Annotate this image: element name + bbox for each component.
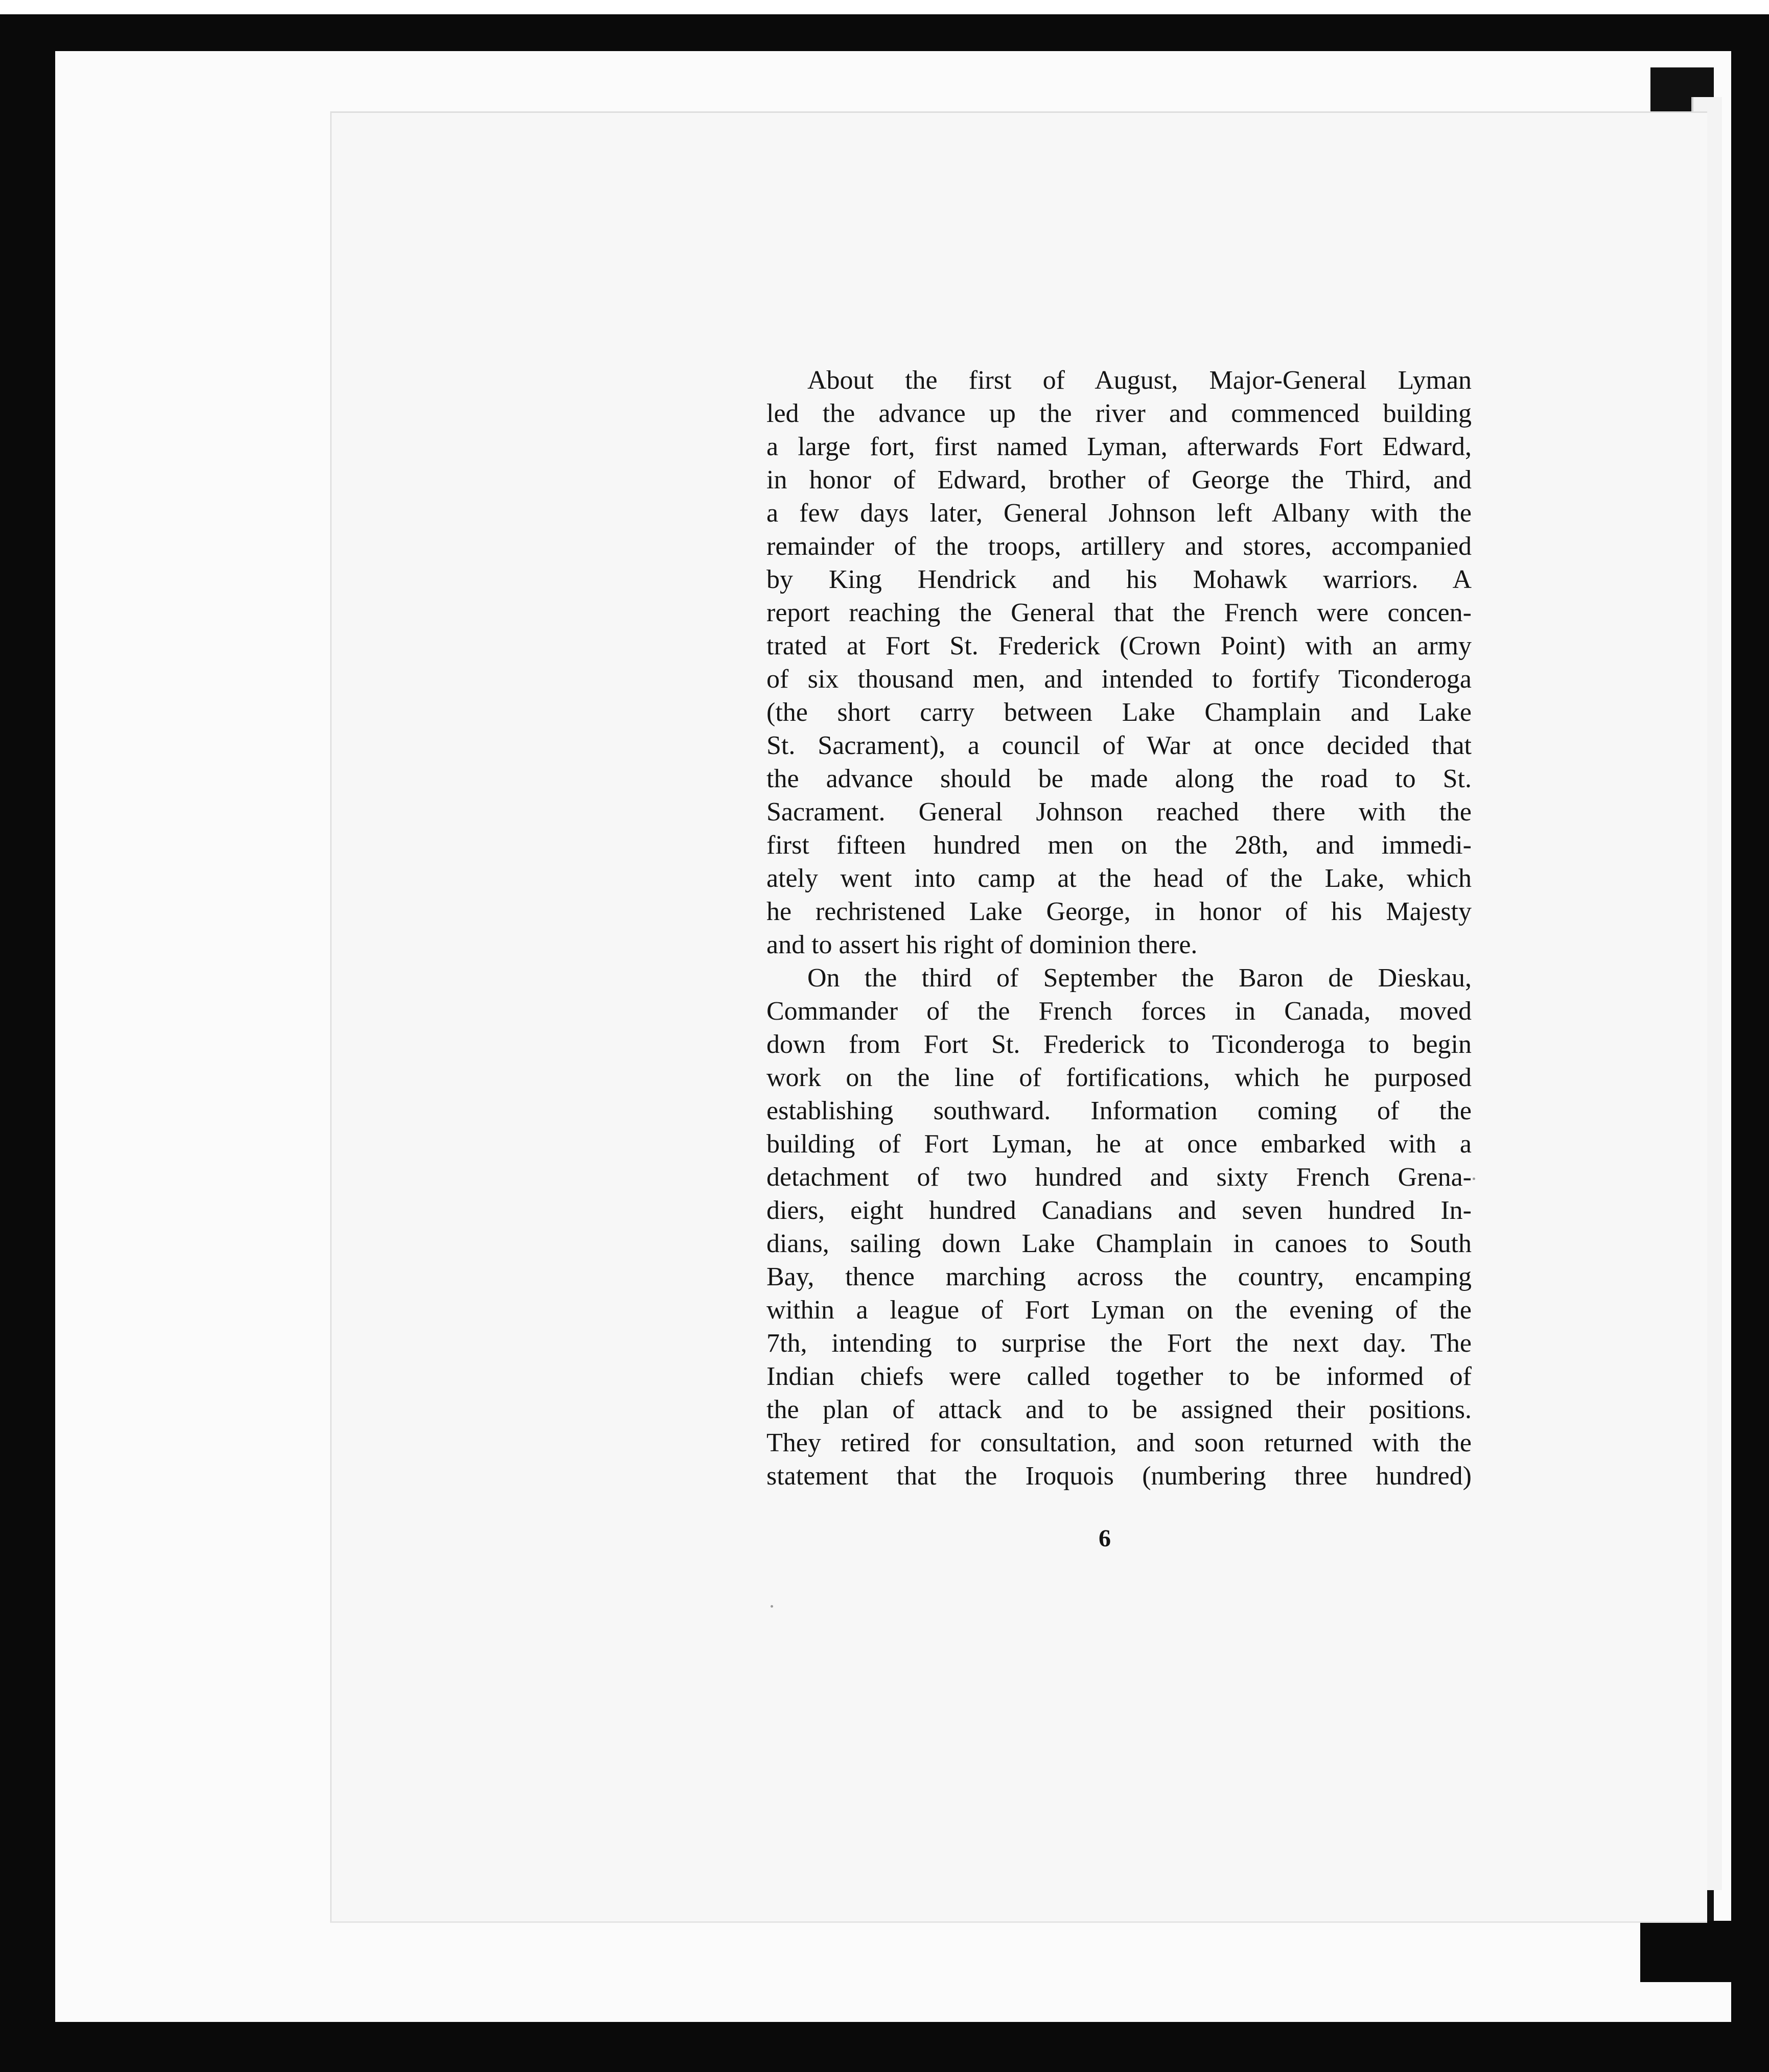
text-line: report reaching the General that the French were concen- bbox=[766, 598, 1472, 627]
text-line: and to assert his right of dominion there. bbox=[766, 930, 1198, 959]
text-line: diers, eight hundred Canadians and seven hundred In- bbox=[766, 1196, 1472, 1225]
text-line: Bay, thence marching across the country, encamping bbox=[766, 1262, 1472, 1291]
paragraph bbox=[766, 961, 1472, 1493]
text-line: a few days later, General Johnson left Albany with the bbox=[766, 499, 1472, 528]
page-number: 6 bbox=[1099, 1525, 1111, 1552]
text-line: building of Fort Lyman, he at once embarked with a bbox=[766, 1129, 1472, 1159]
text-line: by King Hendrick and his Mohawk warriors. A bbox=[766, 565, 1472, 594]
text-line: led the advance up the river and commenced building bbox=[766, 399, 1472, 428]
text-line: Commander of the French forces in Canada, moved bbox=[766, 997, 1472, 1026]
text-line: ately went into camp at the head of the Lake, which bbox=[766, 864, 1472, 893]
dust-speck bbox=[1473, 1178, 1475, 1180]
text-line: the plan of attack and to be assigned their positions. bbox=[766, 1395, 1472, 1424]
text-line: within a league of Fort Lyman on the evening of the bbox=[766, 1296, 1472, 1325]
text-line: 7th, intending to surprise the Fort the next day. The bbox=[766, 1329, 1472, 1358]
paragraph bbox=[766, 364, 1472, 961]
text-line: On the third of September the Baron de Dieskau, bbox=[807, 963, 1472, 993]
text-line: of six thousand men, and intended to fortify Ticonderoga bbox=[766, 665, 1472, 694]
text-line: statement that the Iroquois (numbering three hundred) bbox=[766, 1462, 1472, 1491]
text-line: he rechristened Lake George, in honor of his Majesty bbox=[766, 897, 1472, 926]
text-line: the advance should be made along the road to St. bbox=[766, 764, 1472, 793]
dust-speck bbox=[771, 1605, 773, 1608]
text-line: a large fort, first named Lyman, afterwards Fort Edward, bbox=[766, 432, 1472, 461]
text-line: Indian chiefs were called together to be informed of bbox=[766, 1362, 1472, 1391]
text-line: down from Fort St. Frederick to Ticonderoga to begin bbox=[766, 1030, 1472, 1059]
text-line: They retired for consultation, and soon returned with the bbox=[766, 1428, 1472, 1457]
text-line: St. Sacrament), a council of War at once decided that bbox=[766, 731, 1472, 760]
text-line: About the first of August, Major-General Lyman bbox=[807, 366, 1472, 395]
text-line: trated at Fort St. Frederick (Crown Point) with an army bbox=[766, 631, 1472, 661]
text-line: work on the line of fortifications, which he purposed bbox=[766, 1063, 1472, 1092]
scan-top-strip bbox=[0, 0, 1769, 14]
text-line: first fifteen hundred men on the 28th, and immedi- bbox=[766, 831, 1472, 860]
text-line: detachment of two hundred and sixty French Grena- bbox=[766, 1163, 1472, 1192]
body-text bbox=[766, 364, 1472, 1493]
book-corner-shadow bbox=[1640, 1921, 1769, 1982]
text-line: dians, sailing down Lake Champlain in canoes to South bbox=[766, 1229, 1472, 1258]
text-line: in honor of Edward, brother of George the Third, and bbox=[766, 465, 1472, 495]
text-line: establishing southward. Information coming of the bbox=[766, 1096, 1472, 1125]
text-line: (the short carry between Lake Champlain and Lake bbox=[766, 698, 1472, 727]
text-line: remainder of the troops, artillery and stores, accompanied bbox=[766, 532, 1472, 561]
text-line: Sacrament. General Johnson reached there with the bbox=[766, 797, 1472, 827]
